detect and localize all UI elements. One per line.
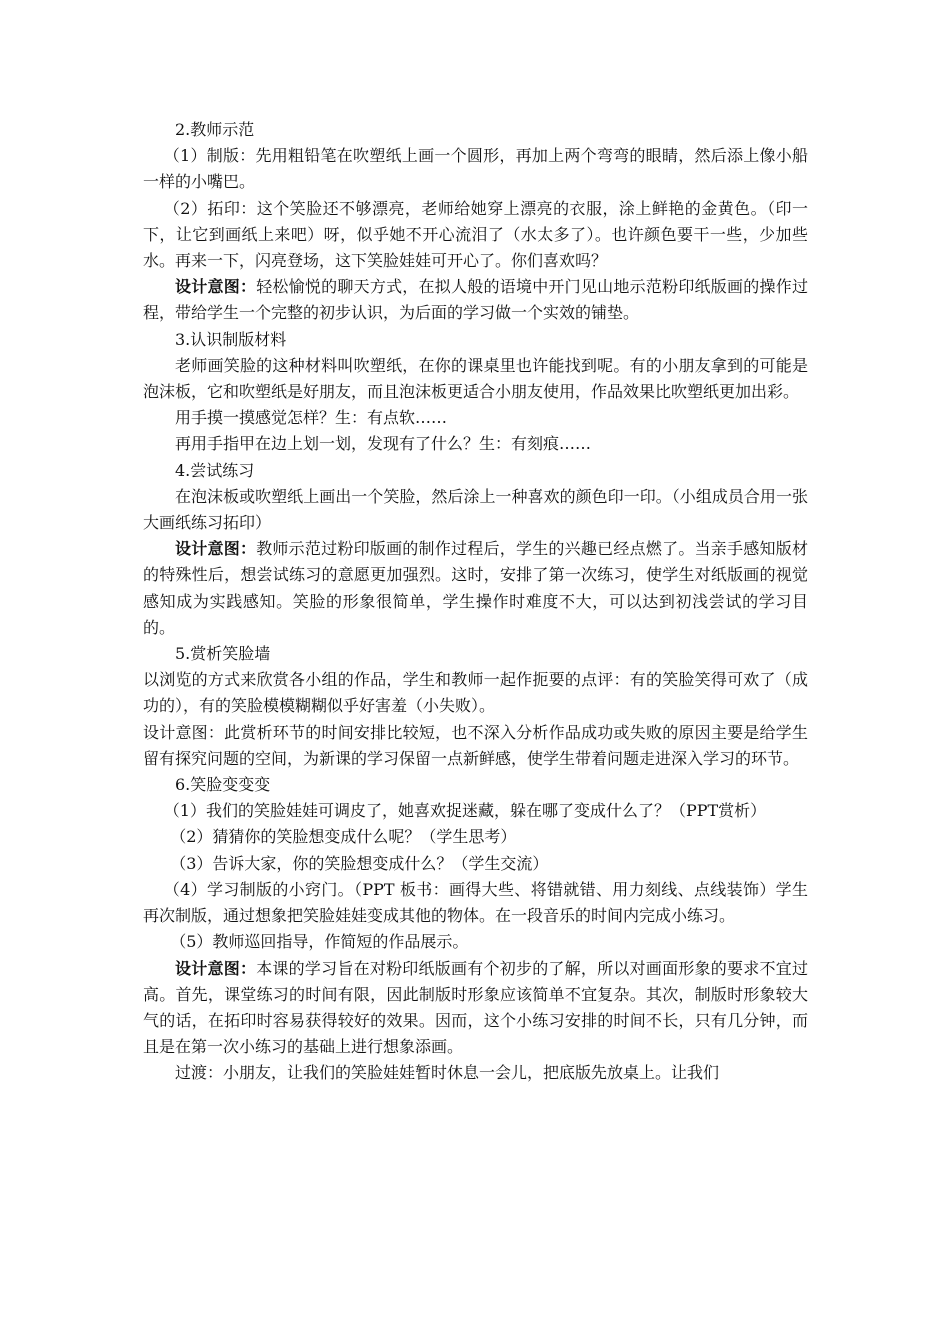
design-intent-text: 本课的学习旨在对粉印纸版画有个初步的了解，所以对画面形象的要求不宜过高。首先，课堂练习的时间有限，因此制版时形象应该简单不宜复杂。其次，制版时形象较大气的话，在拓印时容易获得较好的效果。因而，这个小练习安排的时间不长，只有几分钟，而且是在第一次小练习的基础上进行想象添画。 — [143, 958, 808, 1057]
paragraph-materials: 老师画笑脸的这种材料叫吹塑纸，在你的课桌里也许能找到呢。有的小朋友拿到的可能是泡沫板，它和吹塑纸是好朋友，而且泡沫板更适合小朋友使用，作品效果比吹塑纸更加出彩。 — [143, 355, 808, 402]
list-item-4: （4）学习制版的小窍门。（PPT 板书：画得大些、将错就错、用力刻线、点线装饰）学生再次制版，通过想象把笑脸娃娃变成其他的物体。在一段音乐的时间内完成小练习。 — [143, 879, 808, 926]
section-heading-3: 3.认识制版材料 — [175, 329, 287, 349]
paragraph-rubbing: （2）拓印：这个笑脸还不够漂亮，老师给她穿上漂亮的衣服，涂上鲜艳的金黄色。（印一下，让它到画纸上来吧）呀，似乎她不开心流泪了（水太多了）。也许颜色要干一些，少加些水。再来一下，闪亮登场，这下笑脸娃娃可开心了。你们喜欢吗？ — [143, 198, 808, 271]
design-intent-2 — [143, 536, 808, 641]
paragraph-transition: 过渡：小朋友，让我们的笑脸娃娃暂时休息一会儿，把底版先放桌上。让我们 — [175, 1063, 720, 1083]
design-intent-text: 教师示范过粉印版画的制作过程后，学生的兴趣已经点燃了。当亲手感知版材的特殊性后，想尝试练习的意愿更加强烈。这时，安排了第一次练习，使学生对纸版画的视觉感知成为实践感知。笑脸的形象很简单，学生操作时难度不大，可以达到初浅尝试的学习目的。 — [143, 539, 808, 637]
design-intent-label: 设计意图： — [175, 277, 257, 297]
design-intent-text: 轻松愉悦的聊天方式，在拟人般的语境中开门见山地示范粉印纸版画的操作过程，带给学生一个完整的初步认识，为后面的学习做一个实效的铺垫。 — [143, 277, 808, 323]
list-item-3: （3）告诉大家，你的笑脸想变成什么？（学生交流） — [170, 853, 549, 873]
section-heading-5: 5.赏析笑脸墙 — [175, 644, 271, 664]
design-intent-3 — [143, 956, 808, 1061]
design-intent-label: 设计意图： — [175, 539, 257, 559]
paragraph-appreciation: 以浏览的方式来欣赏各小组的作品，学生和教师一起作扼要的点评：有的笑脸笑得可欢了（成功的），有的笑脸模模糊糊似乎好害羞（小失败）。 — [143, 670, 808, 716]
paragraph-practice: 在泡沫板或吹塑纸上画出一个笑脸，然后涂上一种喜欢的颜色印一印。（小组成员合用一张大画纸练习拓印） — [143, 486, 808, 533]
section-heading-4: 4.尝试练习 — [175, 460, 255, 480]
list-item-5: （5）教师巡回指导，作简短的作品展示。 — [170, 932, 469, 952]
list-item-2: （2）猜猜你的笑脸想变成什么呢？（学生思考） — [170, 827, 517, 847]
document-body — [143, 117, 808, 1087]
section-heading-6: 6.笑脸变变变 — [175, 775, 271, 795]
design-intent-label: 设计意图： — [175, 958, 257, 978]
paragraph-plate-making: （1）制版：先用粗铅笔在吹塑纸上画一个圆形，再加上两个弯弯的眼睛，然后添上像小船一样的小嘴巴。 — [143, 146, 808, 192]
section-heading-2: 2.教师示范 — [175, 120, 255, 139]
paragraph-design-intent-plain: 设计意图：此赏析环节的时间安排比较短，也不深入分析作品成功或失败的原因主要是给学生留有探究问题的空间，为新课的学习保留一点新鲜感，使学生带着问题走进深入学习的环节。 — [143, 722, 808, 768]
paragraph-touch: 用手摸一摸感觉怎样？生：有点软…… — [175, 408, 448, 428]
design-intent-1 — [143, 274, 808, 326]
paragraph-scratch: 再用手指甲在边上划一划，发现有了什么？生：有刻痕…… — [175, 434, 592, 454]
list-item-1: （1）我们的笑脸娃娃可调皮了，她喜欢捉迷藏，躲在哪了变成什么了？（PPT赏析） — [163, 801, 767, 821]
